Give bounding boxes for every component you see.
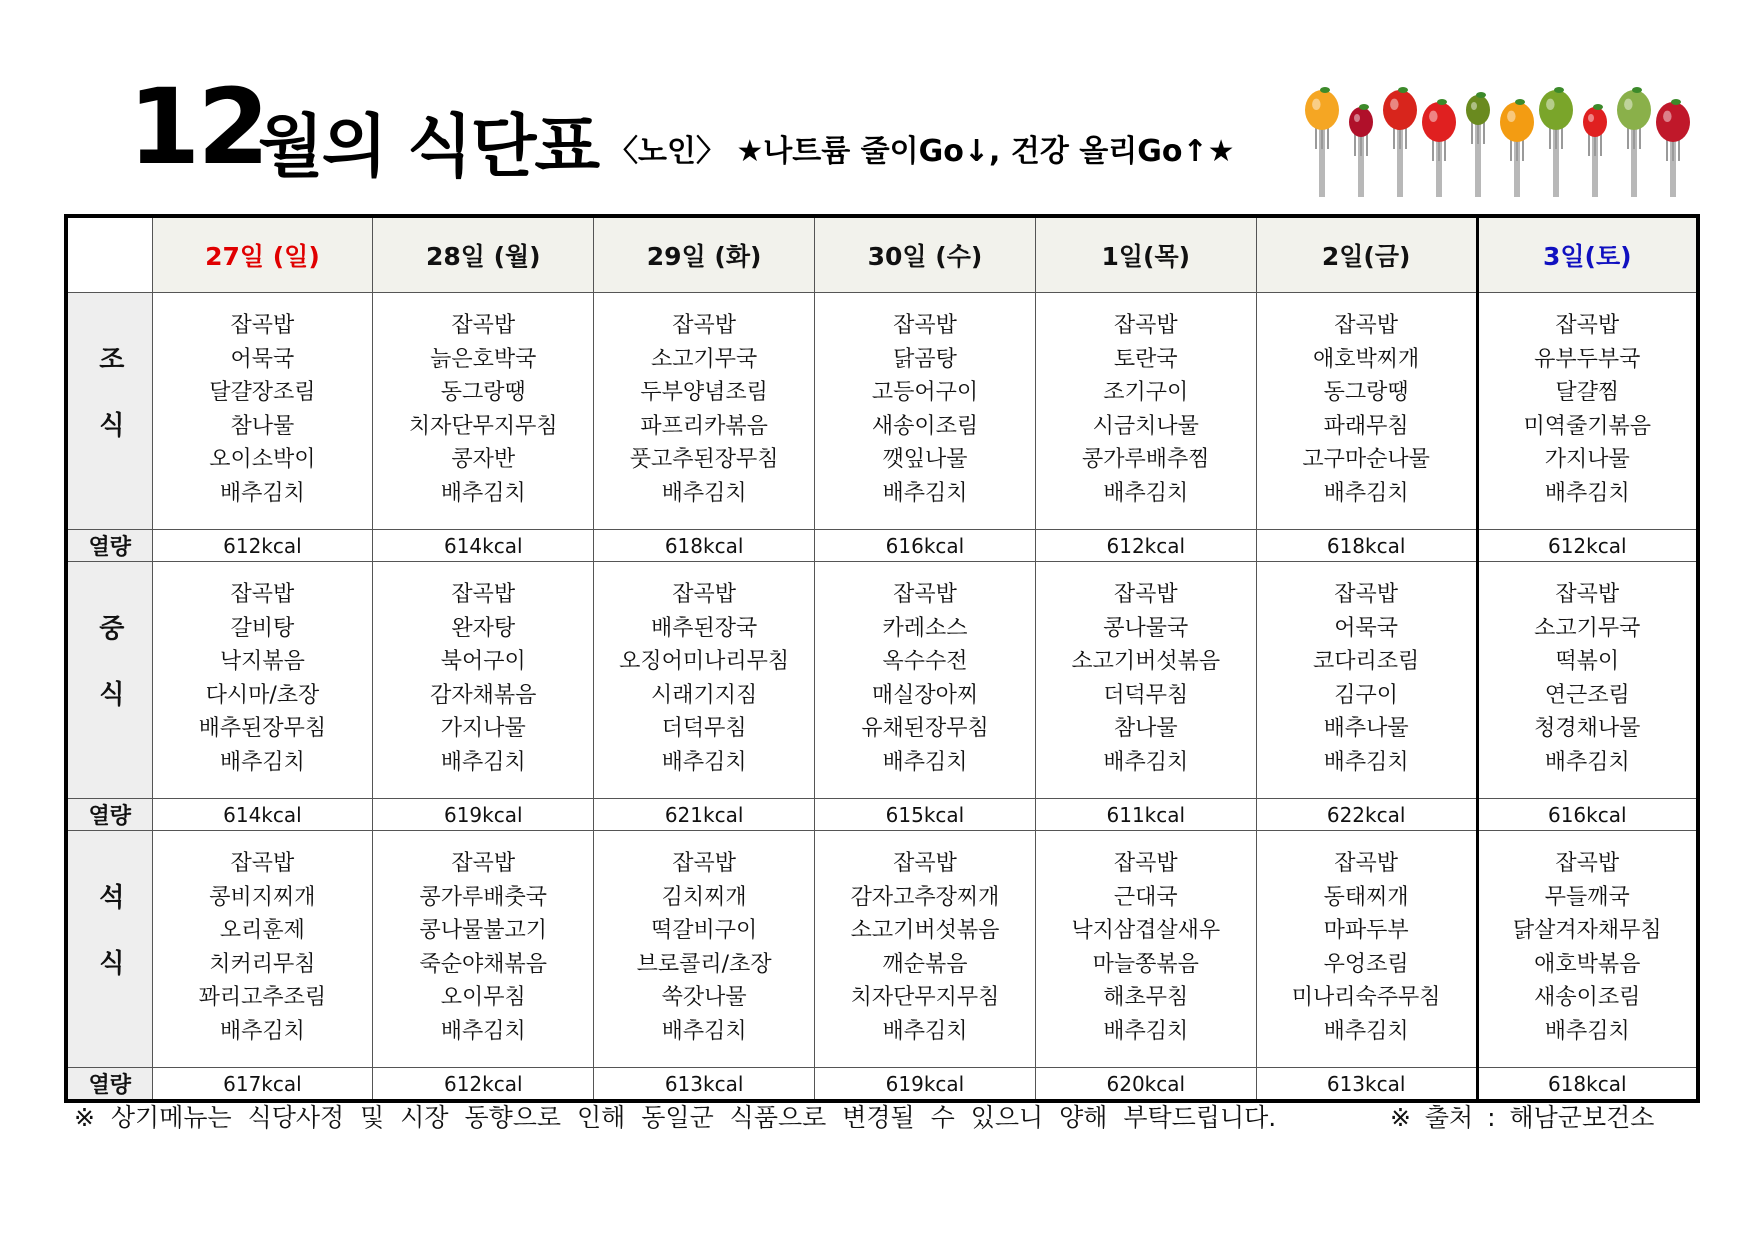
dish-item: 달걀찜 [1555, 380, 1620, 406]
dish-item: 콩나물국 [1103, 615, 1189, 641]
dish-item: 콩비지찌개 [209, 884, 316, 910]
menu-cell [815, 562, 1036, 799]
menu-cell [1477, 831, 1698, 1068]
dish-item: 동그랑땡 [440, 380, 526, 406]
dish-item: 배추김치 [1544, 749, 1630, 775]
meal-label: 중식 [66, 562, 152, 799]
dish-item: 닭살겨자채무침 [1512, 918, 1662, 944]
dish-item: 콩자반 [451, 447, 516, 473]
dish-item: 배추된장국 [650, 615, 758, 641]
dish-item: 카레소스 [882, 615, 968, 641]
dish-item: 치자단무지무침 [408, 413, 558, 439]
dish-item: 파래무침 [1323, 413, 1409, 439]
dish-item: 잡곡밥 [1555, 851, 1620, 876]
dish-item: 잡곡밥 [1113, 851, 1178, 876]
header-corner [66, 216, 152, 293]
dish-item: 콩가루배추찜 [1082, 447, 1210, 473]
dish-item: 감자고추장찌개 [850, 884, 1000, 910]
tomato-fork-icon [1383, 87, 1417, 197]
kcal-row-1 [66, 799, 1698, 831]
dish-item: 김치찌개 [661, 884, 747, 910]
strawberry-fork-icon [1422, 99, 1456, 197]
dish-item: 코다리조림 [1313, 649, 1420, 675]
pickle-fork-icon [1466, 92, 1490, 197]
meal-label: 석식 [66, 831, 152, 1068]
day-header-2: 29일 (화) [594, 216, 815, 293]
dish-item: 닭곰탕 [893, 346, 957, 372]
dish-item: 죽순야채볶음 [419, 951, 548, 977]
dish-item: 떡갈비구이 [650, 918, 758, 944]
dish-item: 잡곡밥 [1113, 582, 1178, 607]
dish-item: 배추김치 [440, 480, 526, 506]
dish-item: 더덕무침 [661, 716, 747, 742]
dish-item: 동그랑땡 [1323, 380, 1409, 406]
menu-cell [594, 293, 815, 530]
dish-item: 연근조림 [1544, 682, 1630, 708]
kcal-value: 612kcal [1035, 530, 1256, 562]
kiwi-fork-icon [1539, 87, 1573, 197]
dish-item: 더덕무침 [1103, 682, 1189, 708]
dish-item: 떡볶이 [1555, 649, 1620, 675]
dish-item: 잡곡밥 [672, 313, 736, 338]
menu-cell [152, 831, 373, 1068]
source-note: ※ 출처 : 해남군보건소 [1390, 1103, 1655, 1132]
dish-item: 새송이조림 [1534, 985, 1641, 1011]
kcal-value: 613kcal [594, 1068, 815, 1102]
dish-item: 마파두부 [1323, 918, 1409, 944]
kcal-value: 618kcal [1256, 530, 1477, 562]
meal-row-1 [66, 562, 1698, 799]
kcal-label: 열량 [66, 799, 152, 831]
dish-item: 배추김치 [661, 1018, 747, 1044]
title-month: 12 [128, 66, 267, 188]
menu-cell [1035, 293, 1256, 530]
dish-item: 잡곡밥 [451, 582, 516, 607]
green-fork-icon [1617, 87, 1651, 197]
menu-cell [373, 293, 594, 530]
dish-item: 꽈리고추조림 [198, 985, 327, 1011]
dish-item: 잡곡밥 [451, 313, 516, 338]
kcal-value: 619kcal [815, 1068, 1036, 1102]
dish-item: 조기구이 [1103, 380, 1189, 406]
dish-item: 배추김치 [1323, 749, 1409, 775]
dish-item: 가지나물 [1544, 447, 1630, 473]
dish-item: 애호박찌개 [1313, 346, 1420, 372]
dish-item: 갈비탕 [230, 615, 295, 641]
menu-cell [1035, 831, 1256, 1068]
dish-item: 잡곡밥 [230, 313, 295, 338]
dish-item: 오리훈제 [219, 918, 305, 944]
dish-item: 배추김치 [882, 480, 968, 506]
dish-item: 유채된장무침 [861, 716, 989, 742]
menu-cell [373, 831, 594, 1068]
dish-item: 고등어구이 [871, 380, 979, 406]
dish-item: 매실장아찌 [871, 682, 979, 708]
dish-item: 배추김치 [661, 749, 747, 775]
dish-item: 배추김치 [882, 1018, 968, 1044]
dish-item: 브로콜리/초장 [636, 951, 772, 977]
dish-item: 시래기지짐 [650, 682, 758, 708]
kcal-value: 612kcal [1477, 530, 1698, 562]
dish-item: 잡곡밥 [230, 851, 295, 876]
dish-item: 잡곡밥 [1334, 582, 1399, 607]
dish-item: 잡곡밥 [672, 851, 736, 876]
dish-item: 배추나물 [1323, 716, 1409, 742]
dish-item: 치자단무지무침 [850, 985, 1000, 1011]
kcal-value: 612kcal [373, 1068, 594, 1102]
kcal-row-0 [66, 530, 1698, 562]
dish-item: 옥수수전 [882, 649, 968, 675]
kcal-value: 614kcal [373, 530, 594, 562]
dish-item: 배추된장무침 [198, 716, 327, 742]
menu-table [64, 214, 1700, 1103]
day-header-0: 27일 (일) [152, 216, 373, 293]
dish-item: 새송이조림 [871, 413, 979, 439]
dish-item: 배추김치 [440, 1018, 526, 1044]
menu-cell [594, 562, 815, 799]
dish-item: 우엉조림 [1323, 951, 1409, 977]
dish-item: 북어구이 [440, 649, 526, 675]
day-header-3: 30일 (수) [815, 216, 1036, 293]
day-header-row [66, 216, 1698, 293]
dish-item: 깨순볶음 [882, 951, 968, 977]
dish-item: 배추김치 [1323, 480, 1409, 506]
dish-item: 잡곡밥 [1334, 851, 1399, 876]
kcal-value: 619kcal [373, 799, 594, 831]
dish-item: 마늘쫑볶음 [1092, 951, 1199, 977]
dish-item: 잡곡밥 [1334, 313, 1399, 338]
dish-item: 잡곡밥 [230, 582, 295, 607]
day-header-4: 1일(목) [1035, 216, 1256, 293]
dish-item: 배추김치 [1103, 1018, 1189, 1044]
dish-item: 깻잎나물 [882, 447, 968, 473]
dish-item: 잡곡밥 [893, 313, 957, 338]
dish-item: 완자탕 [451, 615, 516, 641]
dish-item: 배추김치 [219, 1018, 305, 1044]
kcal-value: 616kcal [1477, 799, 1698, 831]
dish-item: 청경채나물 [1534, 716, 1641, 742]
kcal-value: 612kcal [152, 530, 373, 562]
day-header-5: 2일(금) [1256, 216, 1477, 293]
dish-item: 낙지삼겹살새우 [1071, 918, 1221, 944]
dish-item: 미역줄기볶음 [1523, 413, 1652, 439]
kcal-label: 열량 [66, 1068, 152, 1102]
dish-item: 다시마/초장 [205, 682, 320, 708]
dish-item: 토란국 [1113, 346, 1178, 372]
cherry-fork-icon [1349, 104, 1373, 197]
dish-item: 미나리숙주무침 [1291, 985, 1441, 1011]
kcal-value: 622kcal [1256, 799, 1477, 831]
dish-item: 시금치나물 [1092, 413, 1199, 439]
dish-item: 감자채볶음 [430, 682, 537, 708]
dish-item: 두부양념조림 [640, 380, 768, 406]
dish-item: 근대국 [1113, 884, 1178, 910]
dish-item: 배추김치 [440, 749, 526, 775]
dish-item: 배추김치 [219, 749, 305, 775]
kcal-value: 614kcal [152, 799, 373, 831]
menu-cell [1477, 562, 1698, 799]
dish-item: 낙지볶음 [219, 649, 305, 675]
dish-item: 배추김치 [1323, 1018, 1409, 1044]
page-header [128, 66, 1268, 190]
day-header-1: 28일 (월) [373, 216, 594, 293]
meal-row-0 [66, 293, 1698, 530]
menu-cell [1035, 562, 1256, 799]
dish-item: 소고기무국 [1534, 615, 1641, 641]
dish-item: 김구이 [1334, 682, 1399, 708]
menu-cell [1477, 293, 1698, 530]
dish-item: 배추김치 [1103, 749, 1189, 775]
dish-item: 배추김치 [219, 480, 305, 506]
dish-item: 배추김치 [661, 480, 747, 506]
menu-cell [815, 293, 1036, 530]
fruit-forks-illustration [1300, 72, 1700, 207]
dish-item: 참나물 [230, 413, 295, 439]
dish-item: 풋고추된장무침 [629, 447, 779, 473]
dish-item: 유부두부국 [1534, 346, 1641, 372]
menu-cell [1256, 831, 1477, 1068]
kcal-value: 621kcal [594, 799, 815, 831]
meal-row-2 [66, 831, 1698, 1068]
kcal-row-2 [66, 1068, 1698, 1102]
dish-item: 오이소박이 [209, 447, 316, 473]
dish-item: 잡곡밥 [893, 851, 957, 876]
dish-item: 배추김치 [1544, 1018, 1630, 1044]
menu-cell [1256, 293, 1477, 530]
day-header-6: 3일(토) [1477, 216, 1698, 293]
page-subtitle: 〈노인〉 ★나트륨 줄이Go↓, 건강 올리Go↑★ [608, 134, 1235, 169]
orange-fork-icon [1500, 99, 1534, 197]
dish-item: 달걀장조림 [209, 380, 316, 406]
kcal-value: 611kcal [1035, 799, 1256, 831]
kcal-value: 618kcal [594, 530, 815, 562]
dish-item: 잡곡밥 [893, 582, 957, 607]
dish-item: 오징어미나리무침 [619, 649, 790, 675]
dish-item: 콩가루배춧국 [419, 884, 548, 910]
dish-item: 소고기버섯볶음 [1071, 649, 1221, 675]
meal-label: 조식 [66, 293, 152, 530]
menu-cell [152, 562, 373, 799]
dish-item: 동태찌개 [1323, 884, 1409, 910]
kcal-value: 616kcal [815, 530, 1036, 562]
page-title: 월의 식단표 [258, 108, 599, 187]
menu-cell [152, 293, 373, 530]
dish-item: 배추김치 [882, 749, 968, 775]
dish-item: 잡곡밥 [672, 582, 736, 607]
menu-change-note: ※ 상기메뉴는 식당사정 및 시장 동향으로 인해 동일군 식품으로 변경될 수 있으니 양해 부탁드립니다. [74, 1103, 1277, 1132]
strawberry-fork-icon [1583, 104, 1607, 197]
dish-item: 배추김치 [1103, 480, 1189, 506]
kcal-value: 617kcal [152, 1068, 373, 1102]
dish-item: 잡곡밥 [451, 851, 516, 876]
dish-item: 참나물 [1113, 716, 1178, 742]
dish-item: 콩나물불고기 [419, 918, 548, 944]
dish-item: 소고기버섯볶음 [850, 918, 1000, 944]
dish-item: 치커리무침 [209, 951, 316, 977]
dish-item: 어묵국 [1334, 615, 1399, 641]
menu-cell [594, 831, 815, 1068]
dish-item: 가지나물 [440, 716, 526, 742]
dish-item: 어묵국 [230, 346, 295, 372]
dish-item: 늙은호박국 [430, 346, 537, 372]
dish-item: 오이무침 [440, 985, 526, 1011]
dish-item: 잡곡밥 [1113, 313, 1178, 338]
dish-item: 애호박볶음 [1534, 951, 1641, 977]
dish-item: 해초무침 [1103, 985, 1189, 1011]
kcal-value: 615kcal [815, 799, 1036, 831]
dish-item: 잡곡밥 [1555, 313, 1620, 338]
radish-fork-icon [1656, 99, 1690, 197]
kcal-label: 열량 [66, 530, 152, 562]
menu-cell [815, 831, 1036, 1068]
orange-fork-icon [1305, 87, 1339, 197]
dish-item: 소고기무국 [650, 346, 758, 372]
kcal-value: 613kcal [1256, 1068, 1477, 1102]
kcal-value: 618kcal [1477, 1068, 1698, 1102]
dish-item: 고구마순나물 [1302, 447, 1430, 473]
kcal-value: 620kcal [1035, 1068, 1256, 1102]
dish-item: 잡곡밥 [1555, 582, 1620, 607]
dish-item: 쑥갓나물 [661, 985, 747, 1011]
menu-cell [373, 562, 594, 799]
dish-item: 배추김치 [1544, 480, 1630, 506]
menu-cell [1256, 562, 1477, 799]
dish-item: 파프리카볶음 [640, 413, 768, 439]
dish-item: 무들깨국 [1544, 884, 1630, 910]
